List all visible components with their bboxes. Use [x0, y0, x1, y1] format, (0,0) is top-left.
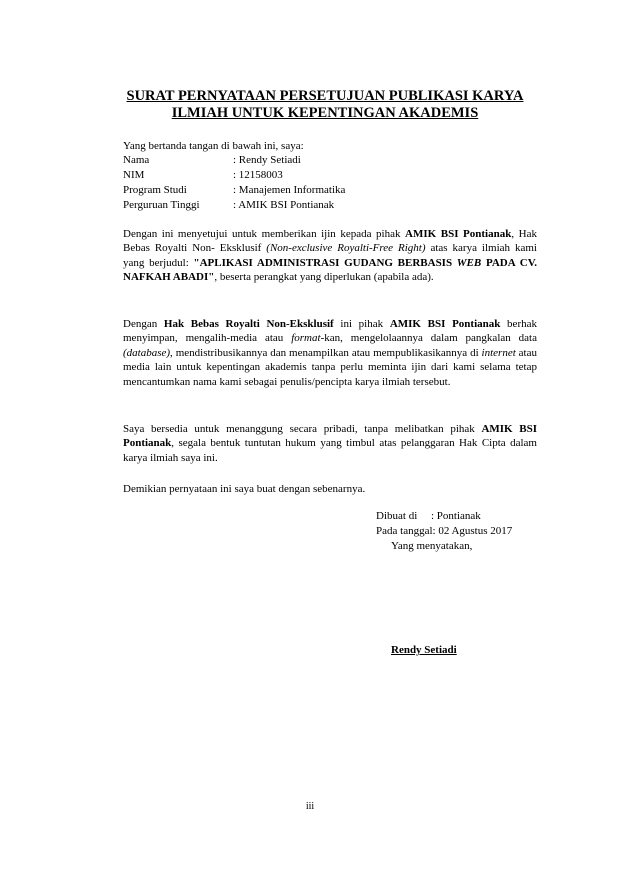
para3-text-1: Saya bersedia untuk menanggung secara pribadi, tanpa melibatkan pihak	[123, 423, 482, 435]
identity-label: NIM	[123, 169, 145, 181]
identity-value: : Rendy Setiadi	[233, 154, 301, 166]
signatory-name: Rendy Setiadi	[391, 644, 457, 656]
identity-label: Program Studi	[123, 184, 187, 196]
identity-row-program	[123, 183, 523, 198]
identity-label: Nama	[123, 154, 150, 166]
paragraph-liability	[123, 422, 537, 465]
signature-declarer: Yang menyatakan,	[391, 540, 473, 552]
para2-text-4: -kan, mengelolaannya dalam pangkalan data	[320, 332, 537, 345]
para2-text-1: Dengan	[123, 318, 164, 330]
para2-bold-institution: AMIK BSI Pontianak	[389, 318, 501, 330]
title-line-1: SURAT PERNYATAAN PERSETUJUAN PUBLIKASI KARYA	[126, 88, 524, 104]
signature-date: Pada tanggal: 02 Agustus 2017	[376, 525, 513, 537]
paragraph-rights	[123, 317, 537, 389]
page-number: iii	[305, 801, 315, 812]
title-line-2: ILMIAH UNTUK KEPENTINGAN AKADEMIS	[171, 105, 479, 121]
identity-value: : AMIK BSI Pontianak	[233, 199, 335, 211]
identity-row-name	[123, 153, 523, 168]
identity-label: Perguruan Tinggi	[123, 199, 200, 211]
para2-text-6: atau media lain untuk kepentingan akademis tanpa perlu meminta ijin dari kami selama tetap mencantumkan nama kami sebagai penulis/pencipta karya ilmiah tersebut.	[123, 346, 537, 388]
closing-statement: Demikian pernyataan ini saya buat dengan sebenarnya.	[123, 483, 366, 495]
para1-text-1: Dengan ini menyetujui untuk memberikan ijin kepada pihak	[123, 228, 406, 240]
para2-italic-format: format	[291, 332, 321, 345]
para1-bold-title-2: PADA CV. NAFKAH ABADI"	[123, 256, 537, 284]
para1-text-3: atas karya ilmiah kami yang berjudul:	[123, 242, 537, 269]
para2-text-2: ini pihak	[333, 318, 390, 330]
para1-bold-title-1: "APLIKASI ADMINISTRASI GUDANG BERBASIS	[193, 256, 457, 269]
para1-text-4: , beserta perangkat yang diperlukan (apabila ada).	[214, 271, 434, 284]
para3-text-2: , segala bentuk tuntutan hukum yang timbul atas pelanggaran Hak Cipta dalam karya ilmiah saya ini.	[123, 437, 537, 464]
identity-row-nim	[123, 168, 523, 183]
identity-value: : Manajemen Informatika	[233, 184, 346, 196]
para1-italic-license: (Non-exclusive Royalti-Free Right)	[266, 242, 426, 255]
para1-text-2: , Hak Bebas Royalti Non- Eksklusif	[123, 228, 537, 255]
para1-bold-institution: AMIK BSI Pontianak	[405, 228, 512, 240]
para2-text-5: , mendistribusikannya dan menampilkan atau mempublikasikannya di	[170, 346, 482, 359]
paragraph-consent	[123, 227, 537, 285]
para1-bold-italic-web: WEB	[456, 256, 482, 269]
document-title	[110, 88, 540, 122]
identity-row-institution	[123, 198, 523, 213]
para3-bold-institution: AMIK BSI Pontianak	[123, 423, 538, 450]
para2-text-3: berhak menyimpan, mengalih-media atau	[123, 318, 537, 345]
intro-text: Yang bertanda tangan di bawah ini, saya:	[123, 140, 304, 152]
para2-bold-license: Hak Bebas Royalti Non-Eksklusif	[163, 318, 334, 330]
identity-value: : 12158003	[233, 169, 283, 181]
para2-italic-database: (database)	[123, 346, 171, 359]
para2-italic-internet: internet	[481, 346, 516, 359]
signature-place: Dibuat di : Pontianak	[376, 510, 481, 522]
